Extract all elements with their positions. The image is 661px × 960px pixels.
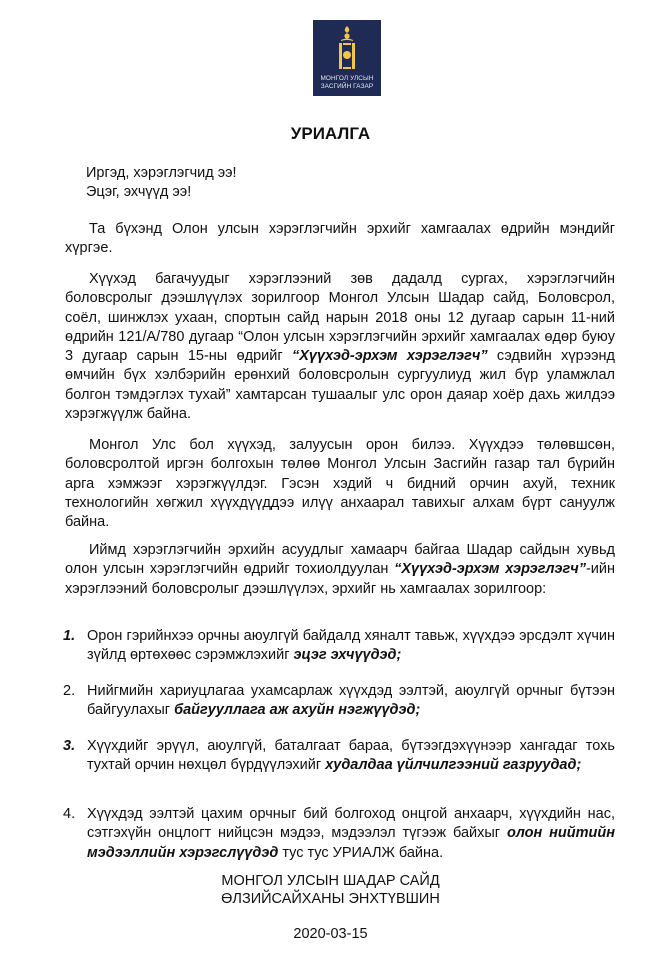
paragraph-3-text: Монгол Улс бол хүүхэд, залуусын орон билээ. Хүүхдээ төлөвшсөн, боловсролтой иргэн болгохын төлөө Монгол Улсын Засгийн газар тал бүрийн арга хэмжээг хэрэгжүүлдэг. Гэсэн хэдий ч бидний орчин ахуй, техник технологийн хөгжил хүүхдүүддээ илүү анхаарал тавихыг алхам бүрт сануулж байна. xyxy=(65,437,615,531)
list-item-4 xyxy=(63,805,615,863)
paragraph-4-text-a: Иймд хэрэглэгчийн эрхийн асуудлыг хамаарч байгаа Шадар сайдын хувьд олон улсын хэрэглэгчийн өдрийг тохиолдуулан xyxy=(65,542,615,578)
paragraph-2-text-b: сэдвийн хүрээнд өмчийн бүх хэлбэрийн ерөнхий боловсролын сургуулиуд жил бүр уламжлал болгон тэмдэглэх тухай” хамтарсан тушаалыг улс орон даяар хоёр дахь жилдээ хэрэгжүүлж байна. xyxy=(65,348,615,423)
paragraph-4-emphasis: “Хүүхэд-эрхэм хэрэглэгч” xyxy=(394,561,586,578)
paragraph-2-emphasis: “Хүүхэд-эрхэм хэрэглэгч” xyxy=(292,348,488,365)
logo-text-line2: ЗАСГИЙН ГАЗАР xyxy=(320,83,374,90)
document-date: 2020-03-15 xyxy=(293,926,368,942)
paragraph-purpose xyxy=(65,541,615,599)
list-item-3 xyxy=(63,737,615,776)
greeting-line1: Иргэд, хэрэглэгчид ээ! xyxy=(86,165,237,181)
list-item-body xyxy=(87,737,615,776)
soyombo-emblem-icon xyxy=(337,26,357,72)
signature-name: ӨЛЗИЙСАЙХАНЫ ЭНХТҮВШИН xyxy=(221,891,440,907)
list-item-number: 1. xyxy=(63,628,76,644)
list-item-addressee: байгууллага аж ахуйн нэгжүүдэд; xyxy=(174,702,421,719)
list-item-number: 2. xyxy=(63,683,76,699)
list-item-body xyxy=(87,627,615,666)
list-item-addressee: эцэг эхчүүдэд; xyxy=(293,647,402,664)
list-item-text: Орон гэрийнхээ орчны аюулгүй байдалд хяналт тавьж, хүүхдээ эрсдэлт хүчин зүйлд өртөхөөс сэрэмжлэхийг xyxy=(87,628,615,664)
government-logo xyxy=(313,20,381,96)
list-item-2 xyxy=(63,682,615,721)
paragraph-order xyxy=(65,270,615,424)
list-item-body xyxy=(87,805,615,863)
list-item-number: 3. xyxy=(63,738,76,754)
list-item-number: 4. xyxy=(63,806,76,822)
list-item-addressee: худалдаа үйлчилгээний газруудад; xyxy=(325,757,582,774)
list-item-addressee: олон нийтийн мэдээллийн хэрэгслүүдэд xyxy=(87,825,615,861)
list-item-text: Хүүхдэд ээлтэй цахим орчныг бий болгоход онцгой анхаарч, хүүхдийн нас, сэтгэхүйн онцлогт нийцсэн мэдээ, мэдээлэл түгээж байхыг xyxy=(87,806,615,842)
list-item-body xyxy=(87,682,615,721)
list-item-1 xyxy=(63,627,615,666)
list-item-text: Нийгмийн хариуцлагаа ухамсарлаж хүүхдэд ээлтэй, аюулгүй орчныг бүтээн байгуулахыг xyxy=(87,683,615,719)
paragraph-2-text-a: Хүүхэд багачуудыг хэрэглээний зөв дадалд сургах, хэрэглэгчийн боловсролыг дээшлүүлэх зорилгоор Монгол Улсын Шадар сайд, Боловсрол, соёл, шинжлэх ухаан, спортын сайд нарын 2018 оны 12 дугаар сарын 11-ний өдрийн 121/А/780 дугаар “Олон улсын хэрэглэгчийн эрхийг хамгаалах өдөр буюу 3 дугаар сарын 15-ны өдрийг xyxy=(65,271,615,365)
logo-text-line1: МОНГОЛ УЛСЫН xyxy=(320,75,374,82)
document-title: УРИАЛГА xyxy=(290,124,371,143)
paragraph-country xyxy=(65,436,615,532)
list-item-tail: тус тус УРИАЛЖ байна. xyxy=(278,844,444,861)
greeting-line2: Эцэг, эхчүүд ээ! xyxy=(86,184,192,200)
paragraph-greeting xyxy=(65,220,615,259)
signature-title: МОНГОЛ УЛСЫН ШАДАР САЙД xyxy=(221,873,440,889)
list-item-text: Хүүхдийг эрүүл, аюулгүй, баталгаат бараа, бүтээгдэхүүнээр хангадаг тохь тухтай орчин нөхцөл бүрдүүлэхийг xyxy=(87,738,615,774)
paragraph-1-text: Та бүхэнд Олон улсын хэрэглэгчийн эрхийг хамгаалах өдрийн мэндийг хүргэе. xyxy=(65,221,615,257)
paragraph-4-text-b: -ийн хэрэглээний боловсролыг дээшлүүлэх, эрхийг нь хамгаалах зорилгоор: xyxy=(65,561,615,597)
